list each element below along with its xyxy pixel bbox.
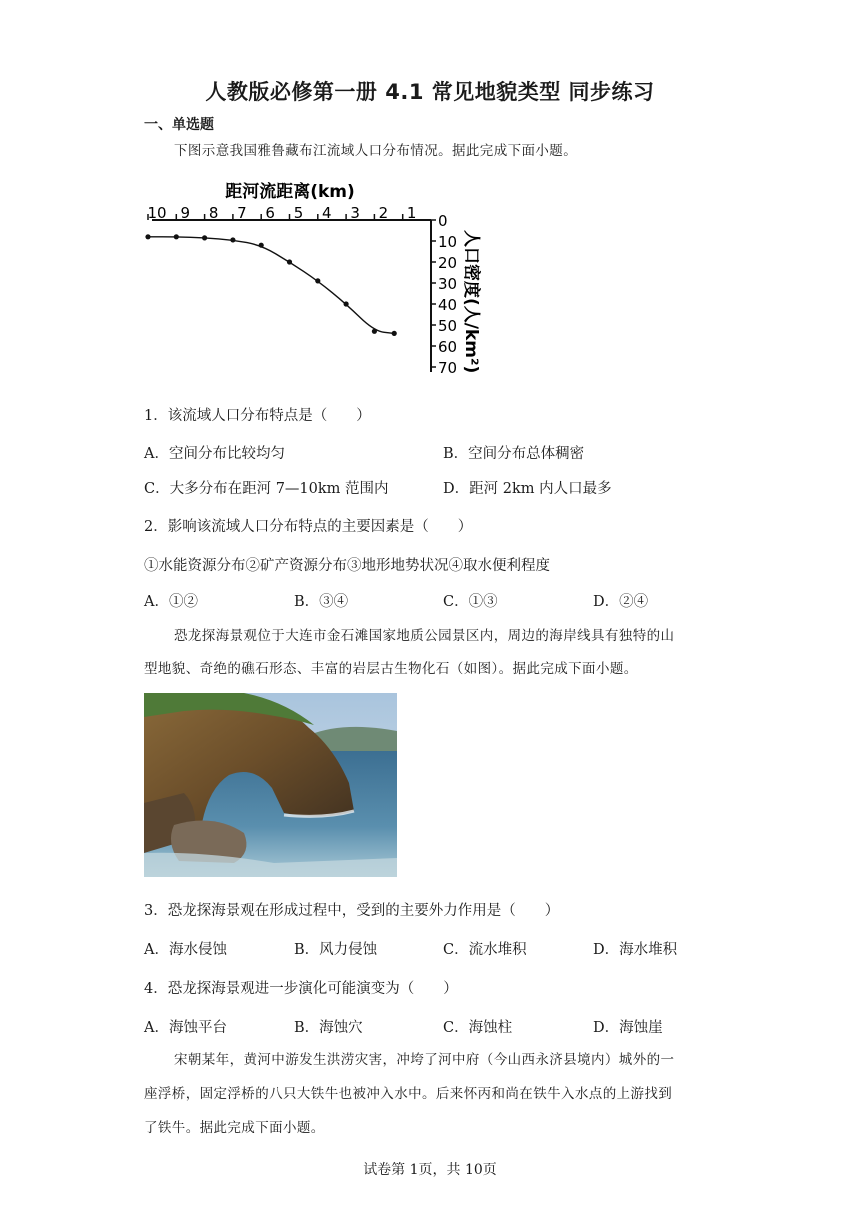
q3-option-d[interactable]: D．海水堆积 xyxy=(593,942,678,958)
chart-x-axis-label: 距河流距离(km) xyxy=(225,182,355,202)
chart-x-tick-label: 3 xyxy=(350,204,360,222)
question-3-stem: 3．恐龙探海景观在形成过程中，受到的主要外力作用是（ ） xyxy=(144,903,560,919)
question-4-stem: 4．恐龙探海景观进一步演化可能演变为（ ） xyxy=(144,981,458,997)
population-density-chart xyxy=(144,175,494,385)
chart-data-point xyxy=(344,301,349,306)
q1-option-b[interactable]: B．空间分布总体稠密 xyxy=(443,446,585,462)
chart-x-tick-label: 8 xyxy=(208,204,219,222)
population-density-line xyxy=(148,237,394,334)
chart-data-point xyxy=(145,234,150,239)
question-1-stem: 1．该流域人口分布特点是（ ） xyxy=(144,408,371,424)
q4-option-c[interactable]: C．海蚀柱 xyxy=(443,1020,513,1036)
chart-y-tick-label: 30 xyxy=(438,275,458,293)
intro-paragraph-3-line-3: 了铁牛。据此完成下面小题。 xyxy=(144,1120,325,1136)
chart-x-tick-label: 1 xyxy=(406,204,417,222)
chart-y-tick-label: 20 xyxy=(438,254,458,272)
chart-x-tick-label: 2 xyxy=(378,204,389,222)
q1-option-a[interactable]: A．空间分布比较均匀 xyxy=(144,446,285,462)
chart-y-tick-label: 10 xyxy=(438,233,458,251)
q3-option-a[interactable]: A．海水侵蚀 xyxy=(144,942,227,958)
chart-data-point xyxy=(259,243,264,248)
chart-x-tick-label: 6 xyxy=(265,204,275,222)
chart-data-point xyxy=(392,331,397,336)
chart-x-tick-label: 7 xyxy=(237,204,247,222)
section-heading: 一、单选题 xyxy=(144,117,214,133)
intro-paragraph-2-line-1: 恐龙探海景观位于大连市金石滩国家地质公园景区内，周边的海岸线具有独特的山 xyxy=(174,628,675,644)
question-2-stem: 2．影响该流域人口分布特点的主要因素是（ ） xyxy=(144,519,473,535)
chart-y-tick-label: 60 xyxy=(438,338,458,356)
q3-option-c[interactable]: C．流水堆积 xyxy=(443,942,527,958)
q4-option-b[interactable]: B．海蚀穴 xyxy=(294,1020,363,1036)
dinosaur-sea-arch-photo xyxy=(144,693,397,877)
chart-x-tick-label: 5 xyxy=(293,204,304,222)
q2-option-d[interactable]: D．②④ xyxy=(593,594,649,610)
intro-paragraph-3-line-1: 宋朝某年，黄河中游发生洪涝灾害，冲垮了河中府（今山西永济县境内）城外的一 xyxy=(174,1052,675,1068)
chart-data-point xyxy=(287,259,292,264)
q4-option-a[interactable]: A．海蚀平台 xyxy=(144,1020,227,1036)
chart-data-point xyxy=(372,329,377,334)
q2-option-a[interactable]: A．①② xyxy=(144,594,198,610)
q2-option-b[interactable]: B．③④ xyxy=(294,594,349,610)
page-title: 人教版必修第一册 4.1 常见地貌类型 同步练习 xyxy=(205,80,655,104)
chart-y-tick-label: 50 xyxy=(438,317,458,335)
q1-option-d[interactable]: D．距河 2km 内人口最多 xyxy=(443,481,612,497)
intro-paragraph-1: 下图示意我国雅鲁藏布江流域人口分布情况。据此完成下面小题。 xyxy=(174,143,578,159)
chart-data-point xyxy=(174,234,179,239)
chart-y-tick-label: 0 xyxy=(438,212,448,230)
chart-x-tick-label: 9 xyxy=(180,204,191,222)
page-footer: 试卷第 1页，共 10页 xyxy=(363,1162,497,1178)
q3-option-b[interactable]: B．风力侵蚀 xyxy=(294,942,378,958)
question-2-factors: ①水能资源分布②矿产资源分布③地形地势状况④取水便利程度 xyxy=(144,558,550,574)
chart-x-tick-label: 10 xyxy=(147,204,167,222)
chart-y-tick-label: 70 xyxy=(438,359,458,377)
q4-option-d[interactable]: D．海蚀崖 xyxy=(593,1020,663,1036)
chart-data-point xyxy=(230,237,235,242)
chart-x-tick-label: 4 xyxy=(322,204,332,222)
chart-y-axis-label: 人口密度(人/km²) xyxy=(461,230,481,374)
q1-option-c[interactable]: C．大多分布在距河 7—10km 范围内 xyxy=(144,481,389,497)
chart-data-point xyxy=(315,278,320,283)
chart-y-tick-label: 40 xyxy=(438,296,458,314)
intro-paragraph-2-line-2: 型地貌、奇绝的礁石形态、丰富的岩层古生物化石（如图）。据此完成下面小题。 xyxy=(144,661,638,677)
intro-paragraph-3-line-2: 座浮桥，固定浮桥的八只大铁牛也被冲入水中。后来怀丙和尚在铁牛入水点的上游找到 xyxy=(144,1086,673,1102)
q2-option-c[interactable]: C．①③ xyxy=(443,594,498,610)
chart-data-point xyxy=(202,235,207,240)
